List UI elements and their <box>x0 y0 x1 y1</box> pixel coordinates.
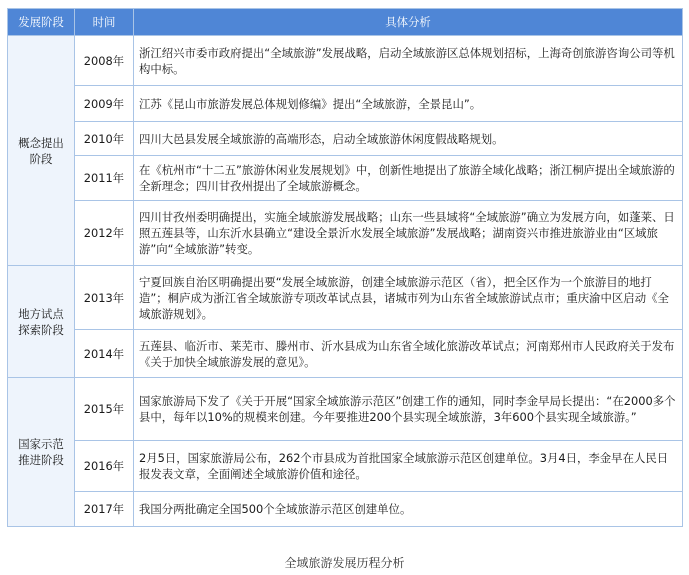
year-cell: 2017年 <box>75 492 134 527</box>
table-row <box>8 330 683 378</box>
table-row <box>8 378 683 441</box>
year-cell: 2014年 <box>75 330 134 378</box>
analysis-cell: 国家旅游局下发了《关于开展“国家全域旅游示范区”创建工作的通知，同时李金早局长提出：“在2000多个县中，每年以10%的规模来创建。今年要推进200个县实现全域旅游，3年600个县实现全域旅游。” <box>134 378 683 441</box>
year-cell: 2012年 <box>75 201 134 266</box>
stage-cell-pilot <box>8 266 75 378</box>
year-cell: 2016年 <box>75 441 134 492</box>
header-time: 时间 <box>75 9 134 36</box>
analysis-cell: 四川大邑县发展全域旅游的高端形态，启动全域旅游休闲度假战略规划。 <box>134 122 683 156</box>
year-cell: 2011年 <box>75 156 134 201</box>
year-cell: 2008年 <box>75 36 134 86</box>
analysis-cell: 江苏《昆山市旅游发展总体规划修编》提出“全域旅游，全景昆山”。 <box>134 86 683 122</box>
stage-label: 国家示范 推进阶段 <box>18 437 64 467</box>
year-cell: 2015年 <box>75 378 134 441</box>
table-row <box>8 86 683 122</box>
figure-caption: 全域旅游发展历程分析 <box>284 556 405 570</box>
stage-cell-concept <box>8 36 75 266</box>
analysis-cell: 五莲县、临沂市、莱芜市、滕州市、沂水县成为山东省全域化旅游改革试点；河南郑州市人民政府关于发布《关于加快全域旅游发展的意见》。 <box>134 330 683 378</box>
analysis-cell: 宁夏回族自治区明确提出要“发展全域旅游，创建全域旅游示范区（省），把全区作为一个旅游目的地打造”；桐庐成为浙江省全域旅游专项改革试点县，诸城市列为山东省全域旅游试点市；重庆渝中区启动《全域旅游规划》。 <box>134 266 683 330</box>
table-row <box>8 122 683 156</box>
table-row <box>8 441 683 492</box>
stage-label: 概念提出 阶段 <box>18 135 64 166</box>
table-row <box>8 36 683 86</box>
year-cell: 2010年 <box>75 122 134 156</box>
stage-label: 地方试点 探索阶段 <box>18 306 64 337</box>
table-row <box>8 201 683 266</box>
table-header-row <box>8 9 683 36</box>
year-cell: 2013年 <box>75 266 134 330</box>
history-table <box>7 8 683 527</box>
year-cell: 2009年 <box>75 86 134 122</box>
analysis-cell: 在《杭州市“十二五”旅游休闲业发展规划》中，创新性地提出了旅游全域化战略；浙江桐庐提出全域旅游的全新理念；四川甘孜州提出了全域旅游概念。 <box>134 156 683 201</box>
analysis-cell: 浙江绍兴市委市政府提出“全域旅游”发展战略，启动全域旅游区总体规划招标，上海奇创旅游咨询公司等机构中标。 <box>134 36 683 86</box>
stage-cell-national <box>8 378 75 527</box>
header-analysis: 具体分析 <box>134 9 683 36</box>
table-row <box>8 492 683 527</box>
table-row <box>8 266 683 330</box>
analysis-cell: 四川甘孜州委明确提出，实施全域旅游发展战略；山东一些县域将“全域旅游”确立为发展方向，如蓬莱、日照五莲县等，山东沂水县确立“建设全景沂水发展全域旅游”发展战略；湖南资兴市推进旅游业由“区域旅游”向“全域旅游”转变。 <box>134 201 683 266</box>
history-table-container <box>7 8 682 527</box>
analysis-cell: 我国分两批确定全国500个全域旅游示范区创建单位。 <box>134 492 683 527</box>
header-stage: 发展阶段 <box>8 9 75 36</box>
analysis-cell: 2月5日，国家旅游局公布，262个市县成为首批国家全域旅游示范区创建单位。3月4日，李金早在人民日报发表文章，全面阐述全域旅游价值和途径。 <box>134 441 683 492</box>
table-row <box>8 156 683 201</box>
